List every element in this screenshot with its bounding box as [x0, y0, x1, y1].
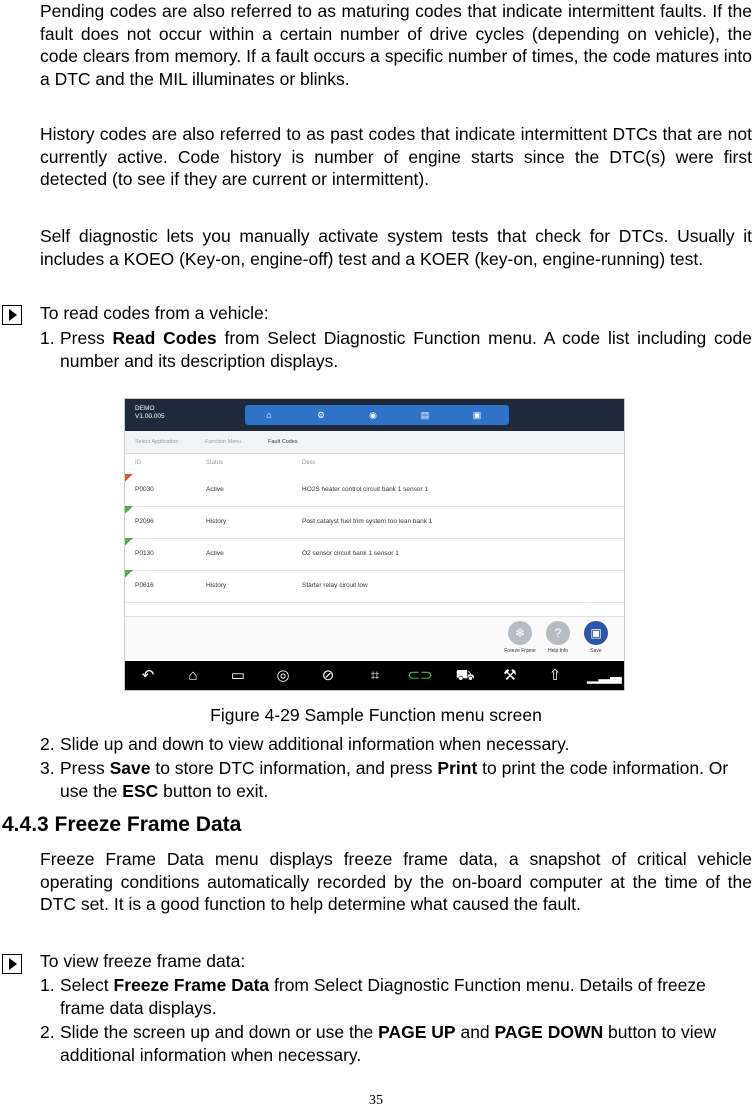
- status-flag-icon: [125, 538, 133, 546]
- signal-icon[interactable]: ▁▂▃: [587, 667, 622, 684]
- function-menu-screenshot: [124, 398, 625, 691]
- freeze-frame-button[interactable]: [508, 621, 532, 645]
- back-icon[interactable]: ↶: [141, 667, 155, 684]
- function-footer: [125, 616, 624, 662]
- page-number: 35: [369, 1093, 383, 1108]
- dtc-id: P0616: [135, 582, 154, 589]
- home-icon[interactable]: ⌂: [188, 667, 198, 684]
- breadcrumb-item[interactable]: Function Menu: [205, 439, 242, 445]
- breadcrumb-item[interactable]: Select Application: [135, 439, 179, 445]
- status-flag-icon: [125, 570, 133, 578]
- freeze-frame-paragraph: Freeze Frame Data menu displays freeze frame data, a snapshot of critical vehicle operating conditions automatically recorded by the on-board computer at the time of the DTC set. It is a good function to help determine what caused the fault.: [40, 849, 752, 915]
- step-number: 2.: [40, 734, 55, 754]
- history-codes-paragraph: History codes are also referred to as past codes that indicate intermittent DTCs that are not currently active. Code history is number of engine starts since the DTC(s) were first detected (to see if they are current or intermittent).: [40, 124, 752, 190]
- app-brand: [135, 405, 165, 421]
- breadcrumb: [125, 431, 624, 454]
- toolbar: [245, 405, 509, 425]
- column-header: Status: [206, 460, 224, 466]
- figure-caption: Figure 4-29 Sample Function menu screen: [210, 705, 542, 725]
- dtc-status: Active: [206, 550, 224, 557]
- dtc-id: P2096: [135, 518, 154, 525]
- help-info-label: Help Info: [547, 648, 568, 654]
- freeze-frame-step-1: Select Freeze Frame Data from Select Diagnostic Function menu. Details of freeze frame data displays.: [60, 975, 706, 1018]
- step-number: 1.: [40, 975, 55, 995]
- column-header: Desc: [302, 460, 316, 466]
- record-icon[interactable]: ◉: [369, 410, 377, 420]
- status-flag-icon: [125, 506, 133, 514]
- step-number: 3.: [40, 758, 55, 778]
- dtc-desc: O2 sensor circuit bank 1 sensor 1: [302, 550, 399, 557]
- read-codes-step-1: Press Read Codes from Select Diagnostic Function menu. A code list including code number and its description displays.: [60, 328, 752, 371]
- freeze-frame-intro: To view freeze frame data:: [40, 951, 246, 971]
- save-icon[interactable]: ▣: [472, 410, 482, 420]
- home-icon[interactable]: ⌂: [266, 410, 272, 420]
- table-row[interactable]: [125, 538, 624, 571]
- vci-icon[interactable]: ⊘: [321, 667, 335, 684]
- help-info-button[interactable]: [546, 621, 570, 645]
- settings-icon[interactable]: ⚙: [316, 410, 326, 420]
- dtc-desc: Post catalyst fuel trim system too lean bank 1: [302, 518, 433, 525]
- snowflake-icon: ❄: [514, 626, 526, 640]
- section-heading: 4.4.3 Freeze Frame Data: [2, 813, 242, 836]
- pending-codes-paragraph: Pending codes are also referred to as maturing codes that indicate intermittent faults. If the fault does not occur within a certain number of drive cycles (depending on vehicle), the code clears from memory. If a fault occurs a specific number of times, the code matures into a DTC and the MIL illuminates or blinks.: [40, 1, 752, 89]
- step-number: 1.: [40, 328, 55, 348]
- procedure-arrow-icon: [2, 305, 22, 325]
- save-icon: ▣: [590, 626, 602, 640]
- freeze-frame-label: Freeze Frame: [504, 648, 536, 654]
- app-version: V1.00.005: [135, 413, 165, 420]
- read-codes-intro: To read codes from a vehicle:: [40, 303, 269, 323]
- link-icon[interactable]: ⊂⊃: [407, 667, 433, 684]
- status-flag-icon: [125, 474, 133, 482]
- app-name: DEMO: [135, 405, 155, 412]
- app-top-bar: [125, 399, 624, 431]
- save-label: Save: [590, 648, 602, 654]
- crop-icon[interactable]: ⌗: [370, 667, 380, 684]
- dtc-id: P0030: [135, 486, 154, 493]
- wrench-icon[interactable]: ⚒: [503, 667, 517, 684]
- dtc-status: Active: [206, 486, 224, 493]
- dtc-status: History: [206, 518, 227, 525]
- camera-icon[interactable]: ◎: [276, 667, 290, 684]
- breadcrumb-item: Fault Codes: [268, 439, 298, 445]
- table-row[interactable]: [125, 474, 624, 507]
- read-codes-step-2: Slide up and down to view additional information when necessary.: [60, 734, 570, 754]
- recent-apps-icon[interactable]: ▭: [230, 667, 246, 684]
- help-icon: ?: [554, 626, 562, 640]
- table-row[interactable]: [125, 570, 624, 603]
- system-nav-bar: [125, 661, 624, 691]
- read-codes-step-3: Press Save to store DTC information, and press Print to print the code information. Or use the ESC button to exit.: [60, 758, 729, 801]
- dtc-desc: Starter relay circuit low: [302, 582, 368, 589]
- table-row[interactable]: [125, 506, 624, 539]
- dtc-desc: HO2S heater control circuit bank 1 sensor 1: [302, 486, 429, 493]
- car-icon[interactable]: ⛟: [455, 667, 475, 684]
- dtc-status: History: [206, 582, 227, 589]
- self-diagnostic-paragraph: Self diagnostic lets you manually activate system tests that check for DTCs. Usually it includes a KOEO (Key-on, engine-off) test and a KOER (key-on, engine-running) test.: [40, 226, 752, 269]
- upload-icon[interactable]: ⇧: [548, 667, 562, 684]
- procedure-arrow-icon: [2, 954, 22, 974]
- save-button[interactable]: [584, 621, 608, 645]
- dtc-id: P0130: [135, 550, 154, 557]
- freeze-frame-step-2: Slide the screen up and down or use the PAGE UP and PAGE DOWN button to view additional information when necessary.: [60, 1022, 716, 1065]
- print-icon[interactable]: ▤: [420, 410, 430, 420]
- column-header: ID: [135, 460, 141, 466]
- step-number: 2.: [40, 1022, 55, 1042]
